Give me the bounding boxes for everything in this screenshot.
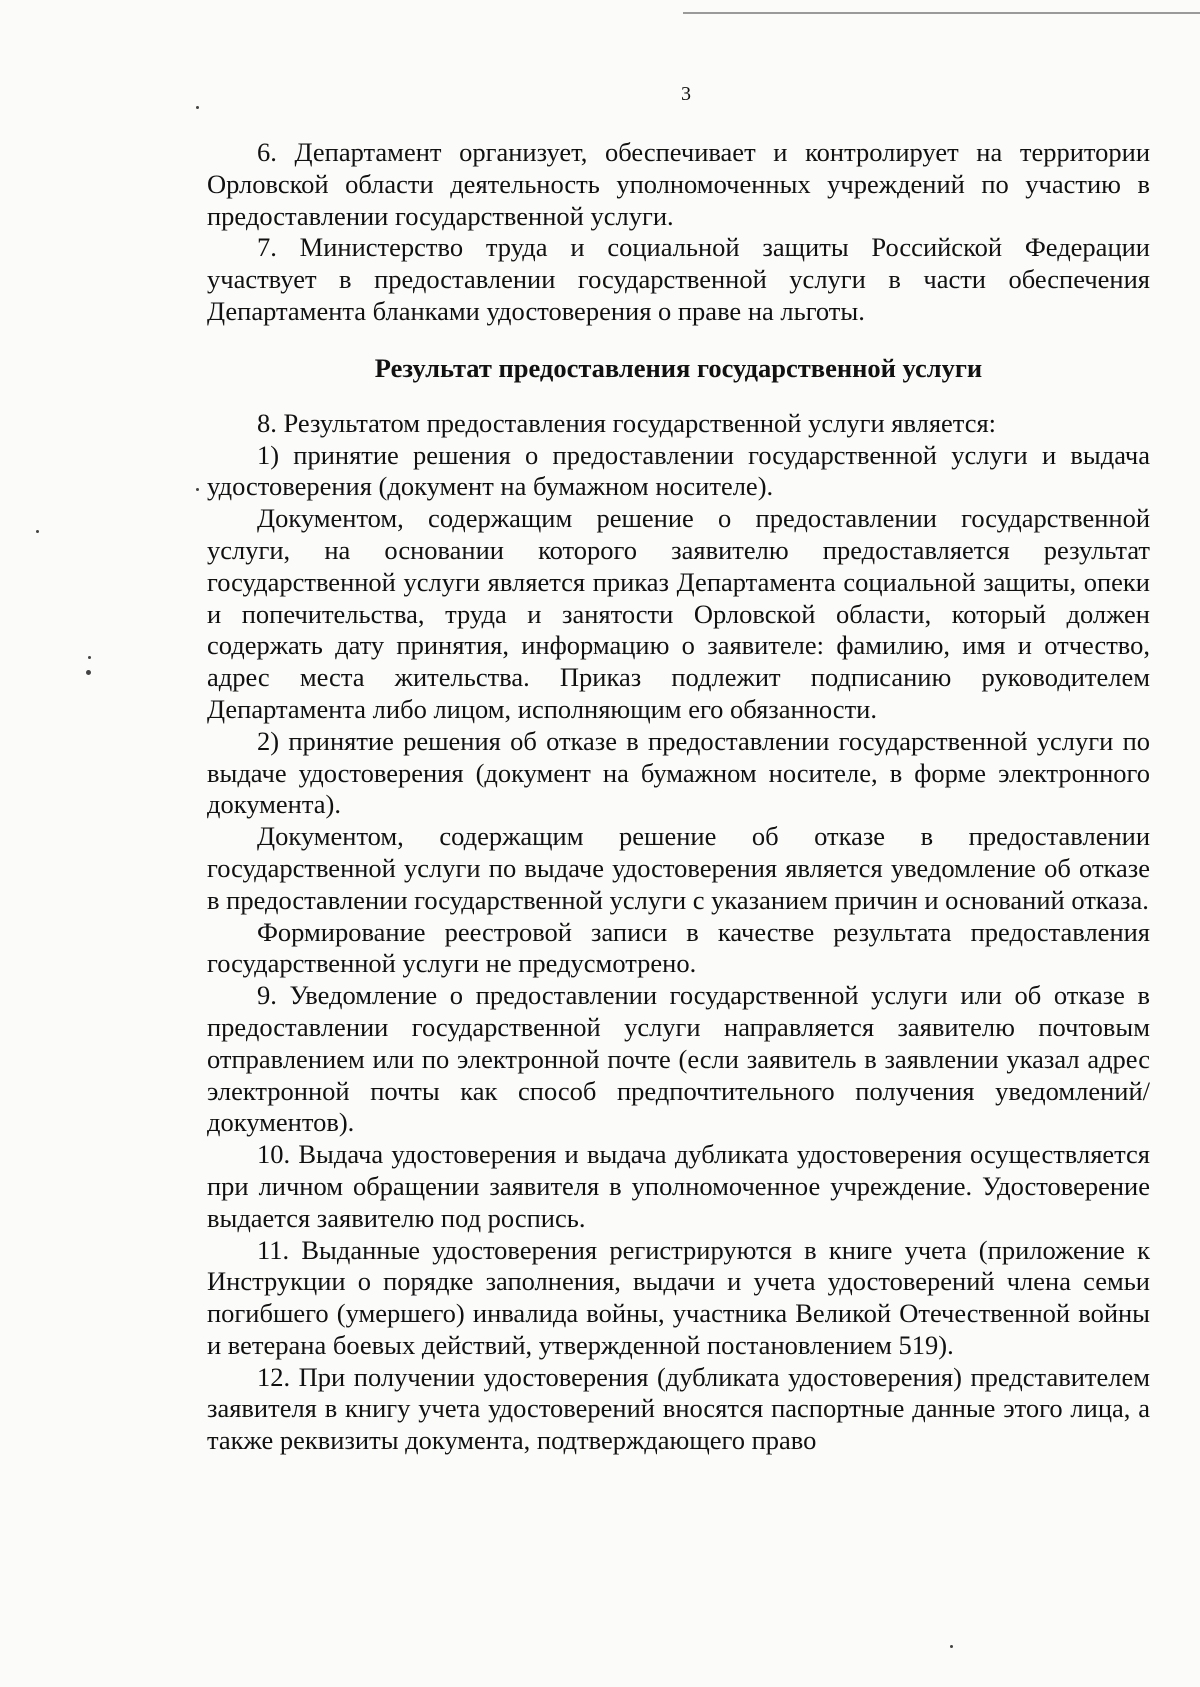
paragraph: 1) принятие решения о предоставлении государственной услуги и выдача удостоверения (документ на бумажном носителе). [207,439,1150,502]
scan-speck [196,488,199,491]
paragraph: 6. Департамент организует, обеспечивает и контролирует на территории Орловской области деятельность уполномоченных учреждений по участию в предоставлении государственной услуги. [207,137,1150,231]
section-heading: Результат предоставления государственной услуги [374,352,983,383]
paragraph: 10. Выдача удостоверения и выдача дубликата удостоверения осуществляется при личном обращении заявителя в уполномоченное учреждение. Удостоверение выдается заявителю под роспись. [207,1139,1150,1233]
document-body [207,137,1150,1457]
scan-speck [88,656,91,659]
paragraph: Документом, содержащим решение о предоставлении государственной услуги, на основании которого заявителю предоставляется результат государственной услуги является приказ Департамента социальной защиты, опеки и попечительства, труда и занятости Орловской области, который должен содержать дату принятия, информацию о заявителе: фамилию, имя и отчество, адрес места жительства. Приказ подлежит подписанию руководителем Департамента либо лицом, исполняющим его обязанности. [207,503,1150,724]
scan-speck [950,1645,953,1648]
paragraph: 7. Министерство труда и социальной защиты Российской Федерации участвует в предоставлении государственной услуги в части обеспечения Департамента бланками удостоверения о праве на льготы. [207,232,1150,326]
paragraph: 11. Выданные удостоверения регистрируются в книге учета (приложение к Инструкции о порядке заполнения, выдачи и учета удостоверений члена семьи погибшего (умершего) инвалида войны, участника Великой Отечественной войны и ветерана боевых действий, утвержденной постановлением 519). [207,1234,1150,1360]
page-number: 3 [681,83,691,105]
paragraph: 8. Результатом предоставления государственной услуги является: [257,407,997,438]
scan-speck [86,670,91,675]
scan-speck [196,106,199,109]
paragraph: 12. При получении удостоверения (дубликата удостоверения) представителем заявителя в книгу учета удостоверений вносятся паспортные данные этого лица, а также реквизиты документа, подтверждающего право [207,1361,1150,1456]
scan-speck [36,530,39,533]
paragraph: 9. Уведомление о предоставлении государственной услуги или об отказе в предоставлении государственной услуги направляется заявителю почтовым отправлением или по электронной почте (если заявитель в заявлении указал адрес электронной почты как способ предпочтительного получения уведомлений/документов). [207,980,1150,1138]
scan-edge-line [683,12,1200,14]
paragraph: 2) принятие решения об отказе в предоставлении государственной услуги по выдаче удостоверения (документ на бумажном носителе, в форме электронного документа). [207,725,1150,820]
paragraph: Формирование реестровой записи в качестве результата предоставления государственной услуги не предусмотрено. [207,916,1150,979]
paragraph: Документом, содержащим решение об отказе в предоставлении государственной услуги по выдаче удостоверения является уведомление об отказе в предоставлении государственной услуги с указанием причин и оснований отказа. [207,821,1150,915]
